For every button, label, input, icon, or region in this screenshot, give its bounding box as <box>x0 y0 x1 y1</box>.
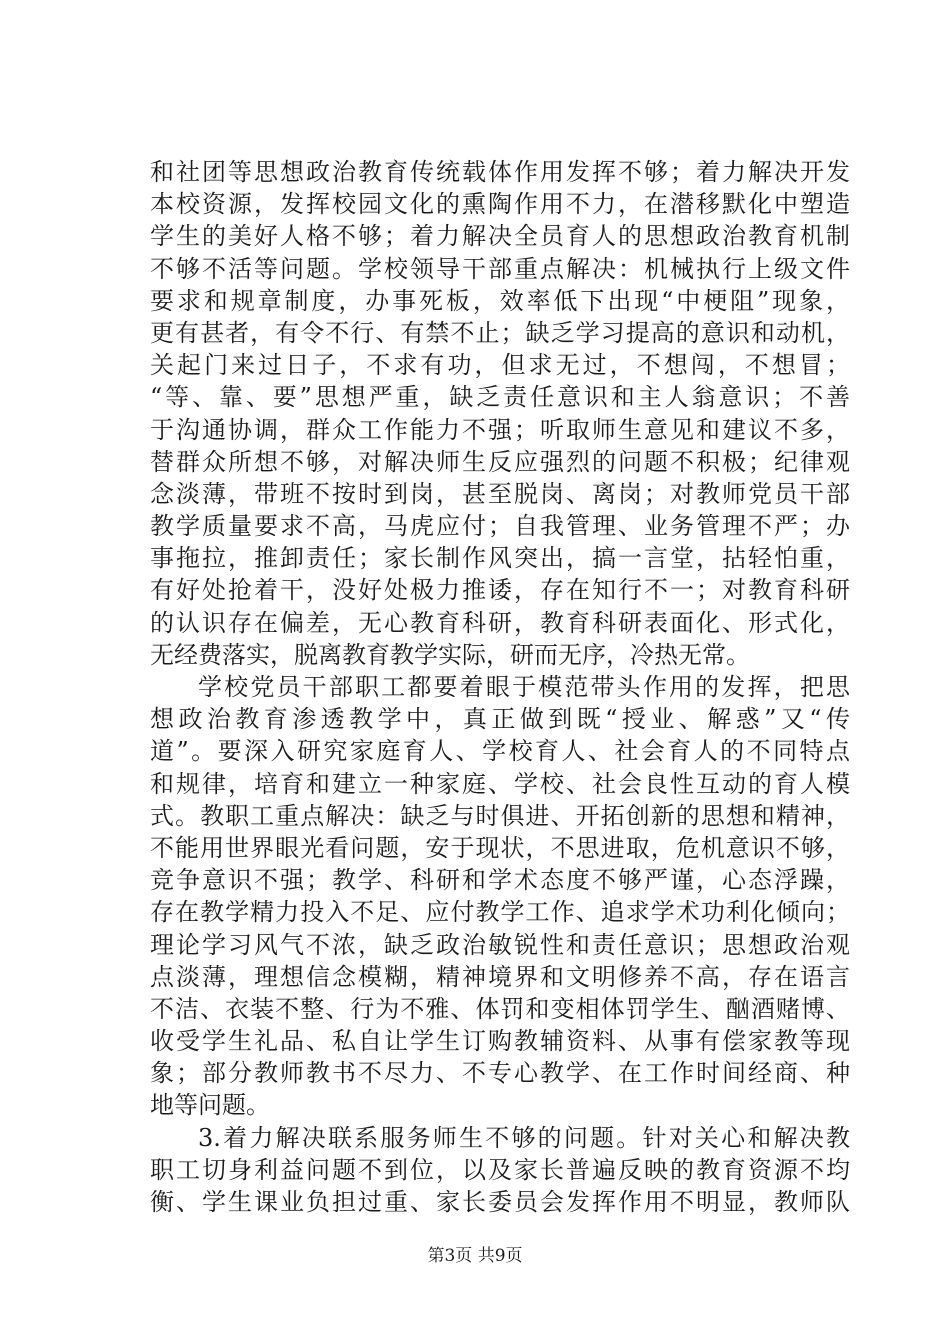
text-line: 无经费落实，脱离教育教学实际，研而无序，冷热无常。 <box>150 640 750 669</box>
text-line: 存在教学精力投入不足、应付教学工作、追求学术功利化倾向； <box>150 898 850 927</box>
paragraph <box>150 156 850 671</box>
text-line: 式。教职工重点解决：缺乏与时俱进、开拓创新的思想和精神， <box>150 801 850 830</box>
text-line: 更有甚者，有令不行、有禁不止；缺乏学习提高的意识和动机， <box>150 318 850 347</box>
text-line: 于沟通协调，群众工作能力不强；听取师生意见和建议不多， <box>150 415 850 444</box>
page-number: 第3页 共9页 <box>427 1246 523 1266</box>
text-line: 理论学习风气不浓，缺乏政治敏锐性和责任意识；思想政治观 <box>150 930 850 959</box>
text-line: 竞争意识不强；教学、科研和学术态度不够严谨，心态浮躁， <box>150 866 850 895</box>
text-line: 职工切身利益问题不到位，以及家长普遍反映的教育资源不均 <box>150 1155 850 1184</box>
text-line: 不洁、衣装不整、行为不雅、体罚和变相体罚学生、酗酒赌博、 <box>150 994 850 1023</box>
text-line: 和规律，培育和建立一种家庭、学校、社会良性互动的育人模 <box>150 769 850 798</box>
text-line: 收受学生礼品、私自让学生订购教辅资料、从事有偿家教等现 <box>150 1027 850 1056</box>
text-line: 地等问题。 <box>150 1091 270 1120</box>
text-line: 和社团等思想政治教育传统载体作用发挥不够；着力解决开发 <box>150 158 850 186</box>
text-line: 教学质量要求不高，马虎应付；自我管理、业务管理不严；办 <box>150 512 850 541</box>
text-line: 3.着力解决联系服务师生不够的问题。针对关心和解决教 <box>198 1123 850 1152</box>
text-line: 的认识存在偏差，无心教育科研，教育科研表面化、形式化， <box>150 608 850 637</box>
text-line: 本校资源，发挥校园文化的熏陶作用不力，在潜移默化中塑造 <box>150 190 850 219</box>
text-line: 点淡薄，理想信念模糊，精神境界和文明修养不高，存在语言 <box>150 962 850 991</box>
text-line: “等、靠、要”思想严重，缺乏责任意识和主人翁意识；不善 <box>150 383 850 412</box>
text-line: 念淡薄，带班不按时到岗，甚至脱岗、离岗；对教师党员干部 <box>150 479 850 508</box>
text-line: 学生的美好人格不够；着力解决全员育人的思想政治教育机制 <box>150 222 850 251</box>
page-footer <box>0 1244 950 1268</box>
text-line: 象；部分教师教书不尽力、不专心教学、在工作时间经商、种 <box>150 1059 850 1088</box>
text-line: 不能用世界眼光看问题，安于现状，不思进取，危机意识不够， <box>150 833 850 862</box>
text-line: 不够不活等问题。学校领导干部重点解决：机械执行上级文件 <box>150 254 850 283</box>
text-line: 事拖拉，推卸责任；家长制作风突出，搞一言堂，拈轻怕重， <box>150 544 850 573</box>
text-line: 有好处抢着干，没好处极力推诿，存在知行不一；对教育科研 <box>150 576 850 605</box>
document-body <box>150 156 850 1218</box>
text-line: 关起门来过日子，不求有功，但求无过，不想闯，不想冒； <box>150 351 850 380</box>
text-line: 学校党员干部职工都要着眼于模范带头作用的发挥，把思 <box>198 673 850 701</box>
text-line: 衡、学生课业负担过重、家长委员会发挥作用不明显，教师队 <box>150 1188 850 1216</box>
paragraph <box>150 671 850 1122</box>
text-line: 要求和规章制度，办事死板，效率低下出现“中梗阻”现象， <box>150 286 850 315</box>
text-line: 替群众所想不够，对解决师生反应强烈的问题不积极；纪律观 <box>150 447 850 476</box>
text-line: 想政治教育渗透教学中，真正做到既“授业、解惑”又“传 <box>150 705 850 734</box>
text-line: 道”。要深入研究家庭育人、学校育人、社会育人的不同特点 <box>150 737 850 766</box>
paragraph <box>150 1122 850 1219</box>
